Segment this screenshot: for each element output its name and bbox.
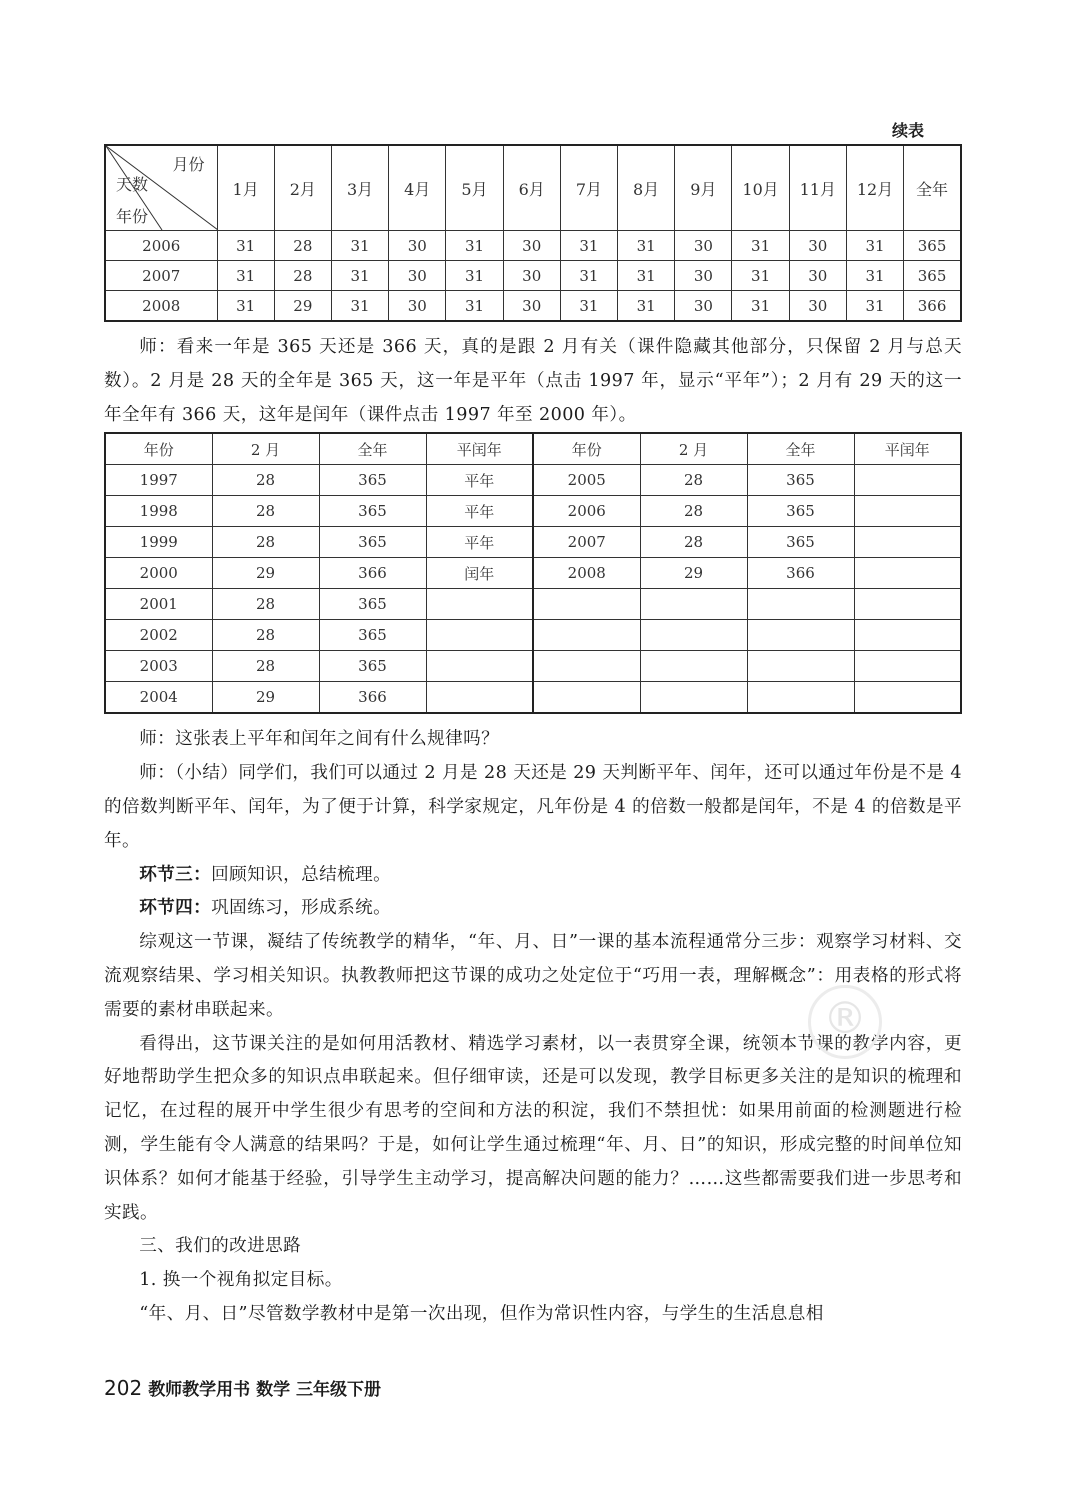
days-cell: 31 <box>560 231 617 261</box>
days-cell: 31 <box>446 291 503 322</box>
year-cell: 2007 <box>105 261 217 291</box>
corner-year-label: 年份 <box>116 207 149 226</box>
table-cell <box>747 651 854 682</box>
table-cell: 28 <box>212 496 319 527</box>
step-four-label: 环节四： <box>139 898 212 919</box>
table-cell: 2005 <box>533 465 640 496</box>
table-cell: 平年 <box>426 465 533 496</box>
step-three-label: 环节三： <box>139 864 212 885</box>
table-cell: 28 <box>212 527 319 558</box>
days-cell: 31 <box>846 291 903 322</box>
table-cell: 365 <box>319 527 426 558</box>
table-cell: 28 <box>212 651 319 682</box>
month-header: 2月 <box>274 145 331 231</box>
days-cell: 31 <box>560 261 617 291</box>
summary-paragraph: 师：（小结）同学们，我们可以通过 2 月是 28 天还是 29 天判断平年、闰年，还可以通过年份是不是 4 的倍数判断平年、闰年，为了便于计算，科学家规定，凡年份是 4 的倍数一般都是闰年，不是 4 的倍数是平年。 <box>104 763 962 851</box>
table-cell: 366 <box>747 558 854 589</box>
table-row <box>105 682 961 714</box>
month-header: 10月 <box>732 145 789 231</box>
days-cell: 31 <box>331 261 388 291</box>
days-cell: 31 <box>732 291 789 322</box>
days-cell: 30 <box>389 261 446 291</box>
table-cell: 365 <box>747 465 854 496</box>
page-number: 202 <box>104 1376 143 1400</box>
table-cell <box>854 682 961 714</box>
dialogue-paragraph-1: 师：看来一年是 365 天还是 366 天，真的是跟 2 月有关（课件隐藏其他部分，只保留 2 月与总天数）。2 月是 28 天的全年是 365 天，这一年是平年（点击 1997 年，显示“平年”）；2 月有 29 天的这一年全年有 366 天，这年是闰年（课件点击 1997 年至 2000 年）。 <box>104 337 962 425</box>
book-title: 教师教学用书 数学 三年级下册 <box>148 1380 382 1400</box>
table-cell <box>640 589 747 620</box>
month-header: 6月 <box>503 145 560 231</box>
table-cell: 29 <box>212 682 319 714</box>
table-cell <box>533 589 640 620</box>
table-cell <box>854 496 961 527</box>
days-cell: 30 <box>675 291 732 322</box>
continued-label: 续表 <box>891 121 924 140</box>
days-cell: 31 <box>446 261 503 291</box>
table-header-row <box>105 145 961 231</box>
days-cell: 30 <box>675 231 732 261</box>
days-cell: 31 <box>618 261 675 291</box>
table-cell <box>640 620 747 651</box>
days-per-month-table <box>104 144 962 322</box>
month-header: 12月 <box>846 145 903 231</box>
analysis-paragraph: 看得出，这节课关注的是如何用活教材、精选学习素材，以一表贯穿全课，统领本节课的教学内容，更好地帮助学生把众多的知识点串联起来。但仔细审读，还是可以发现，教学目标更多关注的是知识的梳理和记忆，在过程的展开中学生很少有思考的空间和方法的积淀，我们不禁担忧：如果用前面的检测题进行检测，学生能有令人满意的结果吗？于是，如何让学生通过梳理“年、月、日”的知识，形成完整的时间单位知识体系？如何才能基于经验，引导学生主动学习，提高解决问题的能力？……这些都需要我们进一步思考和实践。 <box>104 1033 962 1223</box>
column-header: 2 月 <box>640 433 747 465</box>
table-cell: 28 <box>640 527 747 558</box>
days-cell: 30 <box>503 261 560 291</box>
table-row <box>105 620 961 651</box>
column-header: 平闰年 <box>426 433 533 465</box>
days-cell: 31 <box>217 261 274 291</box>
table-cell: 28 <box>640 496 747 527</box>
table-cell <box>426 620 533 651</box>
table-row <box>105 465 961 496</box>
days-cell: 30 <box>503 291 560 322</box>
table-cell: 闰年 <box>426 558 533 589</box>
month-header: 3月 <box>331 145 388 231</box>
table-cell: 2000 <box>105 558 212 589</box>
table-cell: 29 <box>212 558 319 589</box>
days-cell: 30 <box>503 231 560 261</box>
table-cell: 28 <box>212 465 319 496</box>
page-content <box>104 118 962 1332</box>
days-cell: 30 <box>675 261 732 291</box>
table-row <box>105 496 961 527</box>
column-header: 2 月 <box>212 433 319 465</box>
days-cell: 30 <box>389 291 446 322</box>
list-item-1: 1. 换一个视角拟定目标。 <box>139 1270 343 1291</box>
step-four <box>104 892 962 926</box>
month-header: 5月 <box>446 145 503 231</box>
days-cell: 31 <box>217 291 274 322</box>
corner-days-label: 天数 <box>116 175 149 194</box>
table-cell: 365 <box>747 496 854 527</box>
table-cell: 28 <box>212 620 319 651</box>
table-cell <box>533 651 640 682</box>
month-header: 全年 <box>904 145 961 231</box>
table-cell: 平年 <box>426 496 533 527</box>
table-cell: 2002 <box>105 620 212 651</box>
table-cell: 2003 <box>105 651 212 682</box>
registered-trademark-watermark: ® <box>808 985 882 1059</box>
table-cell: 1997 <box>105 465 212 496</box>
table-cell: 366 <box>319 682 426 714</box>
days-cell: 31 <box>732 231 789 261</box>
table-row <box>105 291 961 322</box>
month-header: 9月 <box>675 145 732 231</box>
days-cell: 31 <box>446 231 503 261</box>
days-cell: 29 <box>274 291 331 322</box>
month-header: 7月 <box>560 145 617 231</box>
column-header: 全年 <box>319 433 426 465</box>
month-header: 4月 <box>389 145 446 231</box>
table-cell: 平年 <box>426 527 533 558</box>
table-cell <box>747 682 854 714</box>
table-header-row <box>105 433 961 465</box>
table-row <box>105 527 961 558</box>
table-row <box>105 651 961 682</box>
closing-paragraph: “年、月、日”尽管数学教材中是第一次出现，但作为常识性内容，与学生的生活息息相 <box>139 1303 824 1324</box>
step-three <box>104 859 962 893</box>
step-three-text: 回顾知识，总结梳理。 <box>211 864 392 885</box>
days-cell: 365 <box>904 261 961 291</box>
table-cell: 1998 <box>105 496 212 527</box>
column-header: 平闰年 <box>854 433 961 465</box>
section-heading-3: 三、我们的改进思路 <box>139 1236 302 1257</box>
days-cell: 366 <box>904 291 961 322</box>
table-row <box>105 558 961 589</box>
days-cell: 31 <box>217 231 274 261</box>
table-cell: 365 <box>747 527 854 558</box>
year-cell: 2006 <box>105 231 217 261</box>
days-cell: 30 <box>389 231 446 261</box>
table-cell <box>854 620 961 651</box>
column-header: 全年 <box>747 433 854 465</box>
page-footer <box>104 1375 381 1400</box>
month-header: 8月 <box>618 145 675 231</box>
table-row <box>105 589 961 620</box>
table-cell: 2001 <box>105 589 212 620</box>
days-cell: 31 <box>618 291 675 322</box>
days-cell: 30 <box>789 261 846 291</box>
days-cell: 30 <box>789 291 846 322</box>
table-row <box>105 231 961 261</box>
table-cell <box>640 651 747 682</box>
table-cell: 2007 <box>533 527 640 558</box>
corner-month-label: 月份 <box>172 155 205 174</box>
table-cell: 2006 <box>533 496 640 527</box>
table-cell <box>426 682 533 714</box>
days-cell: 31 <box>846 261 903 291</box>
table-cell <box>747 620 854 651</box>
days-cell: 31 <box>331 231 388 261</box>
days-cell: 30 <box>789 231 846 261</box>
step-four-text: 巩固练习，形成系统。 <box>211 898 392 919</box>
diagonal-corner-cell <box>105 145 217 231</box>
table-cell: 2008 <box>533 558 640 589</box>
days-cell: 365 <box>904 231 961 261</box>
table-cell <box>854 651 961 682</box>
table-cell: 28 <box>212 589 319 620</box>
table-cell <box>426 651 533 682</box>
days-cell: 31 <box>618 231 675 261</box>
column-header: 年份 <box>533 433 640 465</box>
table-cell <box>747 589 854 620</box>
year-cell: 2008 <box>105 291 217 322</box>
table-cell <box>533 620 640 651</box>
days-cell: 28 <box>274 261 331 291</box>
days-cell: 31 <box>732 261 789 291</box>
table-cell: 365 <box>319 620 426 651</box>
days-cell: 31 <box>331 291 388 322</box>
month-header: 11月 <box>789 145 846 231</box>
table-cell: 365 <box>319 465 426 496</box>
month-header: 1月 <box>217 145 274 231</box>
table-cell <box>854 527 961 558</box>
table-row <box>105 261 961 291</box>
days-cell: 28 <box>274 231 331 261</box>
table-cell: 2004 <box>105 682 212 714</box>
column-header: 年份 <box>105 433 212 465</box>
table-cell <box>640 682 747 714</box>
table-cell: 28 <box>640 465 747 496</box>
table-cell: 365 <box>319 651 426 682</box>
table-cell: 365 <box>319 496 426 527</box>
review-paragraph: 综观这一节课，凝结了传统教学的精华，“年、月、日”一课的基本流程通常分三步：观察学习材料、交流观察结果、学习相关知识。执教教师把这节课的成功之处定位于“巧用一表，理解概念”：用表格的形式将需要的素材串联起来。 <box>104 932 962 1020</box>
table-cell <box>854 558 961 589</box>
days-cell: 31 <box>560 291 617 322</box>
dialogue-paragraph-2: 师：这张表上平年和闰年之间有什么规律吗？ <box>139 729 500 750</box>
table-cell <box>854 465 961 496</box>
table-cell: 365 <box>319 589 426 620</box>
days-cell: 31 <box>846 231 903 261</box>
leap-year-table <box>104 432 962 714</box>
table-cell: 29 <box>640 558 747 589</box>
table-cell <box>426 589 533 620</box>
table-cell <box>854 589 961 620</box>
table-cell: 1999 <box>105 527 212 558</box>
table-cell: 366 <box>319 558 426 589</box>
table-cell <box>533 682 640 714</box>
